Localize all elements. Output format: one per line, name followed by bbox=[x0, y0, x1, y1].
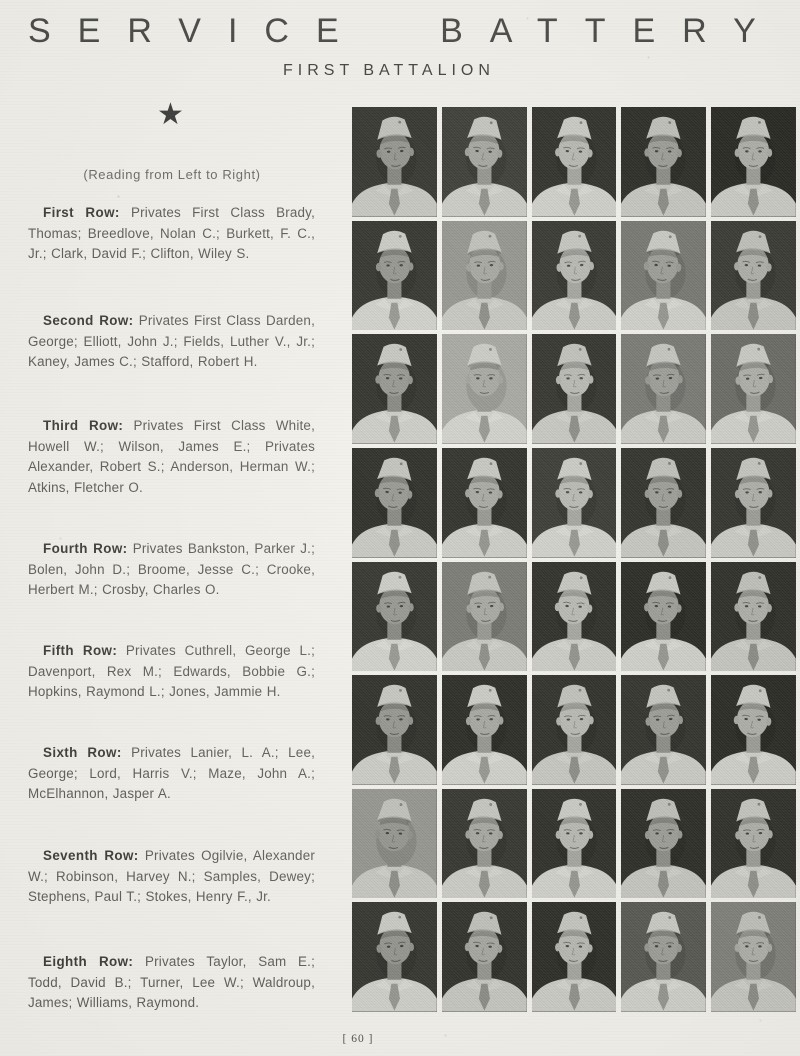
portrait-photo bbox=[532, 675, 617, 785]
portrait-photo bbox=[711, 221, 796, 331]
portrait-photo bbox=[621, 107, 706, 217]
portrait-photo bbox=[442, 789, 527, 899]
caption-row-6-names: Privates Lanier, L. A.; Lee, George; Lord, Harris V.; Maze, John A.; McElhannon, Jasper A. bbox=[28, 745, 316, 802]
portrait-photo bbox=[621, 789, 706, 899]
portrait-photo bbox=[711, 675, 796, 785]
reading-note: (Reading from Left to Right) bbox=[83, 167, 261, 182]
caption-row-7-label: Seventh Row: bbox=[43, 848, 139, 863]
portrait-photo bbox=[442, 448, 527, 558]
portrait-photo bbox=[442, 334, 527, 444]
caption-row-4-names: Privates Bankston, Parker J.; Bolen, John D.; Broome, Jesse C.; Crooke, Herbert M.; Crosby, Charles O. bbox=[28, 541, 316, 598]
portrait-photo bbox=[352, 902, 437, 1012]
page-title: SERVICE BATTERY bbox=[28, 12, 783, 50]
portrait-photo bbox=[532, 562, 617, 672]
caption-row-4 bbox=[28, 539, 315, 601]
portrait-photo-grid bbox=[352, 107, 796, 1012]
caption-row-8 bbox=[28, 952, 315, 1014]
caption-row-1-names: Privates First Class Brady, Thomas; Breedlove, Nolan C.; Burkett, F. C., Jr.; Clark, David F.; Clifton, Wiley S. bbox=[28, 205, 316, 262]
portrait-photo bbox=[442, 562, 527, 672]
page-subtitle: FIRST BATTALION bbox=[283, 62, 495, 79]
portrait-photo bbox=[442, 675, 527, 785]
caption-row-8-names: Privates Taylor, Sam E.; Todd, David B.; Turner, Lee W.; Waldroup, James; Williams, Raymond. bbox=[28, 954, 316, 1011]
caption-row-3-names: Privates First Class White, Howell W.; Wilson, James E.; Privates Alexander, Robert S.; Anderson, Herman W.; Atkins, Fletcher O. bbox=[28, 418, 315, 495]
portrait-photo bbox=[352, 562, 437, 672]
caption-row-2-label: Second Row: bbox=[43, 313, 134, 328]
portrait-photo bbox=[352, 675, 437, 785]
portrait-photo bbox=[532, 902, 617, 1012]
portrait-photo bbox=[711, 789, 796, 899]
caption-row-5-names: Privates Cuthrell, George L.; Davenport, Rex M.; Edwards, Bobbie G.; Hopkins, Raymond L.; Jones, Jammie H. bbox=[28, 643, 315, 700]
portrait-photo bbox=[532, 334, 617, 444]
portrait-photo bbox=[711, 562, 796, 672]
star-icon: ★ bbox=[157, 98, 184, 131]
caption-row-5 bbox=[28, 641, 315, 703]
portrait-photo bbox=[532, 221, 617, 331]
caption-row-1-label: First Row: bbox=[43, 205, 120, 220]
caption-row-4-label: Fourth Row: bbox=[43, 541, 128, 556]
caption-row-7-names: Privates Ogilvie, Alexander W.; Robinson, Harvey N.; Samples, Dewey; Stephens, Paul T.; Stokes, Henry F., Jr. bbox=[28, 848, 315, 905]
caption-row-3-label: Third Row: bbox=[43, 418, 124, 433]
portrait-photo bbox=[621, 902, 706, 1012]
portrait-photo bbox=[352, 221, 437, 331]
portrait-photo bbox=[621, 562, 706, 672]
portrait-photo bbox=[352, 448, 437, 558]
page-number: [ 60 ] bbox=[342, 1033, 374, 1045]
caption-row-6 bbox=[28, 743, 315, 805]
caption-row-8-label: Eighth Row: bbox=[43, 954, 134, 969]
caption-row-5-label: Fifth Row: bbox=[43, 643, 118, 658]
portrait-photo bbox=[711, 448, 796, 558]
portrait-photo bbox=[711, 107, 796, 217]
portrait-photo bbox=[442, 902, 527, 1012]
caption-row-1 bbox=[28, 203, 315, 265]
caption-row-6-label: Sixth Row: bbox=[43, 745, 122, 760]
caption-row-3 bbox=[28, 416, 315, 498]
portrait-photo bbox=[711, 902, 796, 1012]
portrait-photo bbox=[352, 107, 437, 217]
caption-row-7 bbox=[28, 846, 315, 908]
portrait-photo bbox=[621, 675, 706, 785]
portrait-photo bbox=[532, 789, 617, 899]
portrait-photo bbox=[352, 789, 437, 899]
caption-row-2-names: Privates First Class Darden, George; Elliott, John J.; Fields, Luther V., Jr.; Kaney, James C.; Stafford, Robert H. bbox=[28, 313, 315, 370]
scan-noise bbox=[0, 0, 1, 1]
portrait-photo bbox=[621, 334, 706, 444]
caption-row-2 bbox=[28, 311, 315, 373]
portrait-photo bbox=[442, 221, 527, 331]
portrait-photo bbox=[442, 107, 527, 217]
portrait-photo bbox=[621, 221, 706, 331]
portrait-photo bbox=[532, 448, 617, 558]
portrait-photo bbox=[532, 107, 617, 217]
portrait-photo bbox=[621, 448, 706, 558]
portrait-photo bbox=[711, 334, 796, 444]
portrait-photo bbox=[352, 334, 437, 444]
